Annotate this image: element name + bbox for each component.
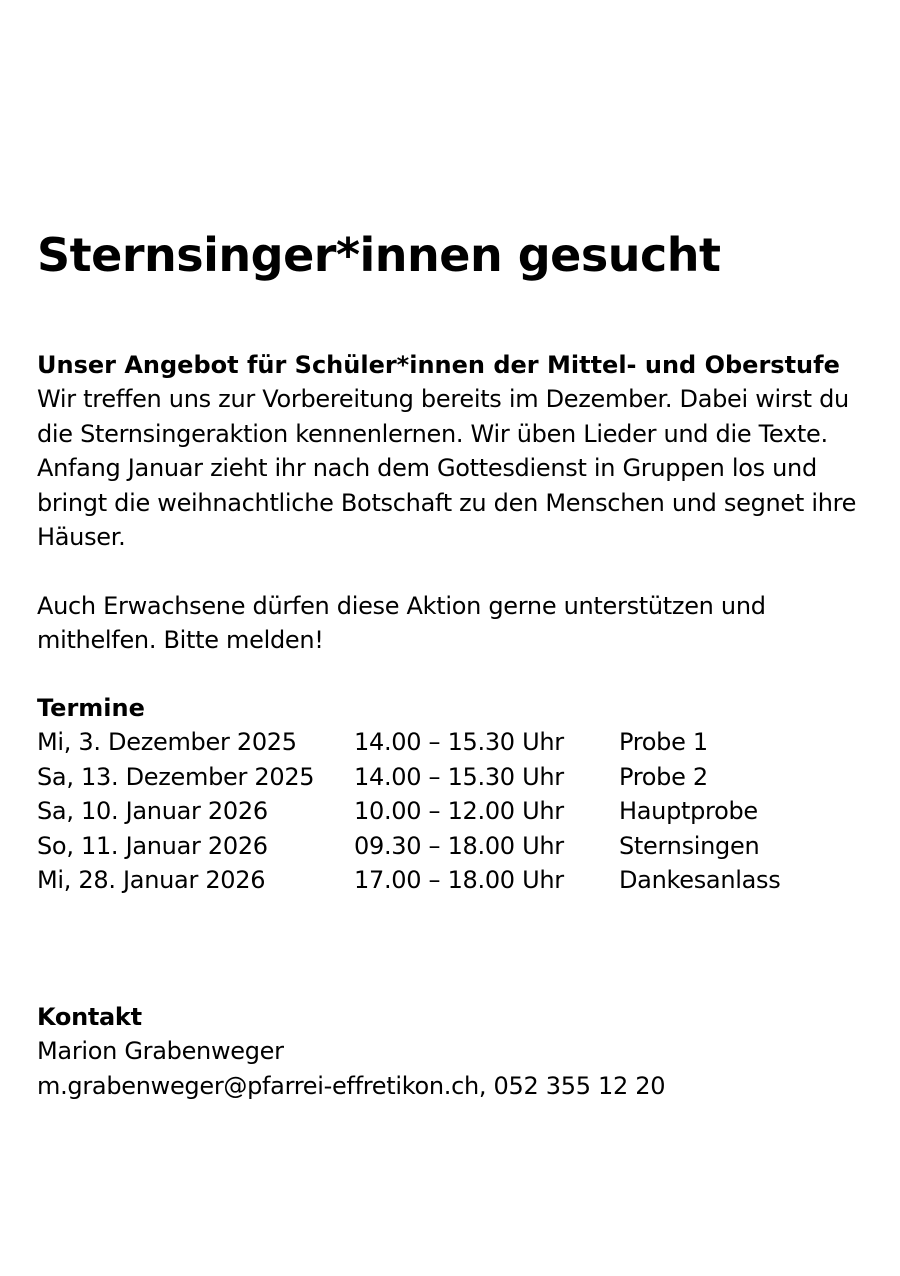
schedule-row <box>37 725 877 759</box>
schedule-date: Sa, 13. Dezember 2025 <box>37 762 315 791</box>
paragraph-spacer <box>37 554 877 588</box>
schedule-time: 14.00 – 15.30 Uhr <box>354 762 564 791</box>
schedule-date: So, 11. Januar 2026 <box>37 831 268 860</box>
schedule-row <box>37 863 877 897</box>
schedule-event: Hauptprobe <box>619 797 758 826</box>
contact-heading: Kontakt <box>37 1003 142 1031</box>
offer-heading: Unser Angebot für Schüler*innen der Mittel- und Oberstufe <box>37 351 840 379</box>
contact-details: m.grabenweger@pfarrei-effretikon.ch, 052 355 12 20 <box>37 1071 666 1100</box>
contact-name: Marion Grabenweger <box>37 1037 284 1066</box>
schedule-date: Mi, 28. Januar 2026 <box>37 865 266 894</box>
schedule-row <box>37 829 877 863</box>
schedule-section <box>37 691 877 897</box>
offer-section <box>37 348 877 658</box>
adults-text: Auch Erwachsene dürfen diese Aktion gerne unterstützen und mithelfen. Bitte melden! <box>37 591 766 655</box>
offer-text: Wir treffen uns zur Vorbereitung bereits im Dezember. Dabei wirst du die Sternsingeraktion kennenlernen. Wir üben Lieder und die Texte. Anfang Januar zieht ihr nach dem Gottesdienst in Gruppen los und bringt die weihnachtliche Botschaft zu den Menschen und segnet ihre Häuser. <box>37 385 857 552</box>
schedule-time: 14.00 – 15.30 Uhr <box>354 728 564 757</box>
contact-section <box>37 1000 665 1103</box>
schedule-event: Probe 1 <box>619 728 708 757</box>
schedule-event: Sternsingen <box>619 831 760 860</box>
schedule-event: Dankesanlass <box>619 865 781 894</box>
schedule-date: Mi, 3. Dezember 2025 <box>37 728 297 757</box>
schedule-row <box>37 760 877 794</box>
page-title: Sternsinger*innen gesucht <box>37 228 721 282</box>
schedule-time: 17.00 – 18.00 Uhr <box>354 865 564 894</box>
schedule-date: Sa, 10. Januar 2026 <box>37 797 268 826</box>
schedule-event: Probe 2 <box>619 762 708 791</box>
schedule-heading: Termine <box>37 694 145 722</box>
schedule-row <box>37 794 877 828</box>
schedule-time: 10.00 – 12.00 Uhr <box>354 797 564 826</box>
schedule-time: 09.30 – 18.00 Uhr <box>354 831 564 860</box>
